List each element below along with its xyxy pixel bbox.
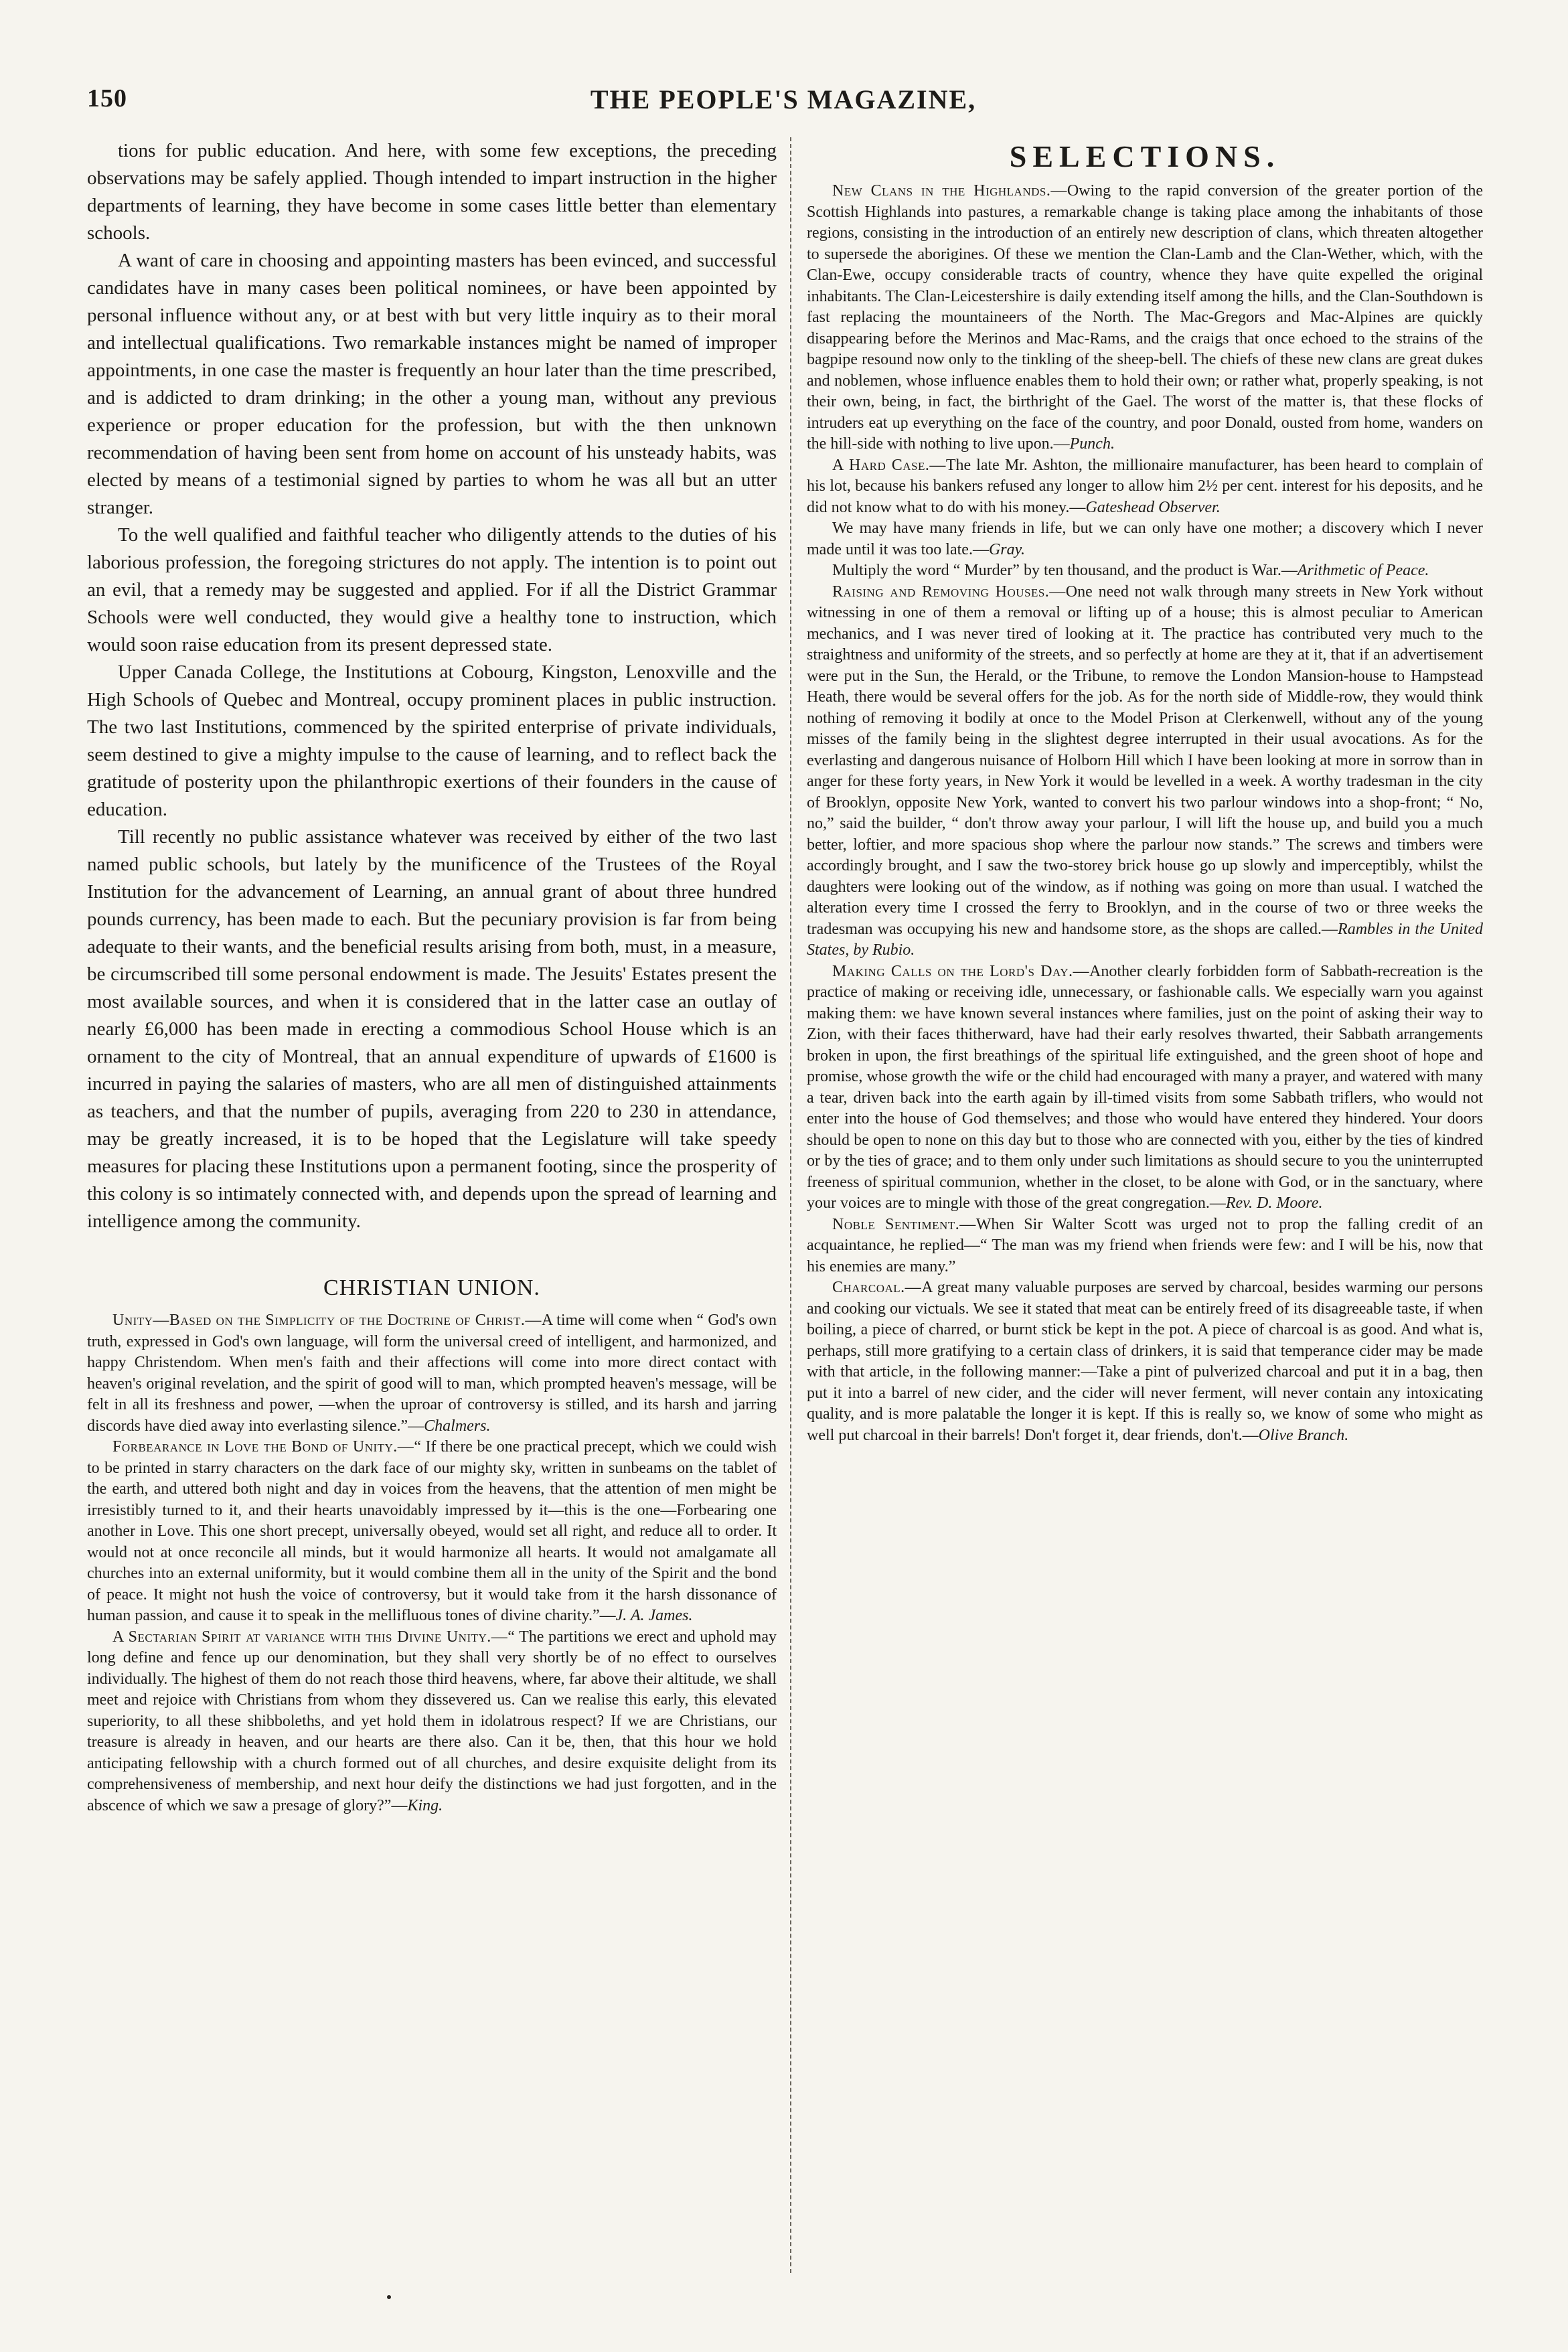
item-attribution: Rambles in the United States, by Rubio. <box>807 920 1483 959</box>
item-body: “ If there be one practical precept, which we could wish to be printed in starry characters on the dark face of our mighty sky, written in sunbeams on the tablet of the earth, and uttered both night and day in voices from the heavens, that the attention of men might be irresistibly turned to it, and their hearts unavoidably impressed by it—this is the one—Forbearing one another in Love. This one short precept, universally obeyed, would set all right, and reduce all to order. It would not at once reconcile all minds, but it would harmonize all hearts. It would not amalgamate all churches into an external uniformity, but it would combine them all in the unity of the Spirit and the bond of peace. It might not hush the voice of controversy, but it would take from it the harsh dissonance of human passion, and cause it to speak in the mellifluous tones of divine charity.”— <box>87 1438 777 1624</box>
item-attribution: Punch. <box>1069 435 1115 453</box>
selection-item <box>807 455 1483 519</box>
left-column <box>87 137 777 2300</box>
selections-title: SELECTIONS. <box>1009 139 1281 173</box>
item-body: Multiply the word “ Murder” by ten thousand, and the product is War.— <box>832 562 1298 579</box>
left-paragraph: tions for public education. And here, with some few exceptions, the preceding observations may be safely applied. Though intended to impart instruction in the higher departments of learning, they have become in some cases little better than elementary schools. <box>87 140 777 244</box>
selection-item <box>807 1277 1483 1446</box>
selection-item <box>807 181 1483 455</box>
item-attribution: Olive Branch. <box>1258 1426 1349 1444</box>
item-lead: New Clans in the Highlands.— <box>832 182 1067 200</box>
item-body: A time will come when “ God's own truth, expressed in God's own language, will form the universal creed of intelligent, and harmonized, and happy Christendom. When men's faith and their affections will come into more direct contact with heaven's original revelation, and the spirit of good will to man, which prompted heaven's message, will be felt in all its freshness and power, —when the uproar of controversy is stilled, and its harsh and jarring discords have died away into everlasting silence.”— <box>87 1312 777 1435</box>
item-body: A great many valuable purposes are served by charcoal, besides warming our persons and cooking our victuals. We see it stated that meat can be entirely freed of its disagreeable taste, if when boiling, a piece of charred, or burnt stick be kept in the pot. A piece of charcoal is as good. And what is, perhaps, still more gratifying to a certain class of drinkers, it is said that temperance cider may be made with that article, in the following manner:—Take a pint of pulverized charcoal and put it in a bag, then put it into a barrel of new cider, and the cider will never ferment, will never contain any intoxicating quality, and is more palatable the longer it is kept. If this is really so, we know of some who might as well put charcoal in their barrels! Don't forget it, dear friends, don't.— <box>807 1279 1483 1444</box>
left-paragraph: Till recently no public assistance whatever was received by either of the two last named public schools, but lately by the munificence of the Trustees of the Royal Institution for the advancement of Learning, an annual grant of about three hundred pounds currency, has been made to each. But the pecuniary provision is far from being adequate to their wants, and the beneficial results arising from both, must, in a measure, be circumscribed till some personal endowment is made. The Jesuits' Estates present the most available sources, and when it is considered that in the latter case an outlay of nearly £6,000 has been made in erecting a commodious School House which is an ornament to the city of Montreal, that an annual expenditure of upwards of £1600 is incurred in paying the salaries of masters, who are all men of distinguished attainments as teachers, and that the number of pupils, averaging from 220 to 230 in attendance, may be greatly increased, it is to be hoped that the Legislature will take speedy measures for placing these Institutions upon a permanent footing, since the prosperity of this colony is so intimately connected with, and depends upon the spread of learning and intelligence among the community. <box>87 826 777 1232</box>
left-paragraph: A want of care in choosing and appointing masters has been evinced, and successful candidates have in many cases been political nominees, or have been appointed by personal influence without any, or at best with but very little inquiry as to their moral and intellectual qualifications. Two remarkable instances might be named of improper appointments, in one case the master is frequently an hour later than the time prescribed, and is addicted to dram drinking; in the other a young man, without any previous experience or proper education for the profession, but with the then unknown recommendation of having been sent from home on account of his unsteady habits, was elected by means of a testimonial signed by parties to whom he was all but an utter stranger. <box>87 250 777 518</box>
christian-union-title: CHRISTIAN UNION. <box>323 1275 540 1300</box>
christian-union-section <box>87 1310 777 1816</box>
item-lead: Unity—Based on the Simplicity of the Doctrine of Christ.— <box>112 1312 542 1329</box>
item-attribution: Rev. D. Moore. <box>1225 1194 1323 1212</box>
christian-union-item <box>87 1437 777 1627</box>
item-attribution: Gateshead Observer. <box>1085 498 1221 516</box>
selection-item <box>807 560 1483 582</box>
item-body: We may have many friends in life, but we can only have one mother; a discovery which I never made until it was too late.— <box>807 520 1483 558</box>
right-column <box>807 137 1483 2300</box>
item-body: Owing to the rapid conversion of the greater portion of the Scottish Highlands into pastures, a remarkable change is taking place among the inhabitants of those regions, consisting in the introduction of an entirely new description of clans, which threaten altogether to supersede the aborigines. Of these we mention the Clan-Lamb and the Clan-Wether, which, with the Clan-Ewe, occupy considerable tracts of country, whence they have quite expelled the original inhabitants. The Clan-Leicestershire is daily extending itself among the hills, and the Clan-Southdown is fast replacing the mountaineers of the North. The Mac-Gregors and Mac-Alpines are quickly disappearing before the Merinos and Mac-Rams, and the craigs that once echoed to the strains of the bagpipe resound now only to the tinkling of the sheep-bell. The chiefs of these new clans are great dukes and noblemen, whose influence enables them to hold their own; or rather what, properly speaking, is not their own, being, in fact, the birthright of the Gael. The worst of the matter is, that these flocks of intruders eat up everything on the face of the country, and poor Donald, ousted from home, wanders on the hill-side with nothing to live upon.— <box>807 182 1483 453</box>
item-lead: A Hard Case.— <box>832 456 946 474</box>
item-lead: Forbearance in Love the Bond of Unity.— <box>112 1438 414 1456</box>
item-attribution: Gray. <box>988 540 1025 558</box>
selection-item <box>807 1214 1483 1278</box>
selection-item <box>807 518 1483 560</box>
item-attribution: J. A. James. <box>615 1607 693 1624</box>
page-number: 150 <box>87 84 127 112</box>
christian-union-item <box>87 1310 777 1437</box>
page-header <box>87 84 1480 124</box>
item-body: When Sir Walter Scott was urged not to prop the falling credit of an acquaintance, he replied—“ The man was my friend when friends were few: and I will be his, now that his enemies are many.” <box>807 1215 1483 1275</box>
item-body: Another clearly forbidden form of Sabbath-recreation is the practice of making or receiving idle, unnecessary, or fashionable calls. We especially warn you against making them: we have known several instances where families, just on the point of asking their way to Zion, with their faces thitherward, have had their early resolves thwarted, their Sabbath arrangements broken in upon, the first breathings of the spiritual life extinguished, and the green shoot of hope and promise, whose growth the wife or the child had encouraged with many a prayer, and watered with many a tear, driven back into the earth again by ill-timed visits from some Sabbath triflers, who would not enter into the house of God themselves; and those who would have entered they hindered. Your doors should be open to none on this day but to those who are connected with you, either by the ties of kindred or by the ties of grace; and to them only under such limitations as should secure to you the uninterrupted freeness of spiritual communion, whether in the closet, to be alone with God, or in the sanctuary, where your voices are to mingle with those of the great congregation.— <box>807 962 1483 1212</box>
item-body: One need not walk through many streets in New York without witnessing in one of them a removal or lifting up of a house; this is almost peculiar to American mechanics, and I was never tired of looking at it. The practice has contributed very much to the straightness and uniformity of the streets, and so perfectly at home are they at it, that if an advertisement were put in the Sun, the Herald, or the Tribune, to remove the London Mansion-house to Hampstead Heath, there would be several offers for the job. As for the north side of Middle-row, they would think nothing of removing it bodily at once to the Model Prison at Clerkenwell, without any of the young misses of the family being in the slightest degree interrupted in their usual avocations. As for the everlasting and dangerous nuisance of Holborn Hill which I have been looking at more in sorrow than in anger for these forty years, in New York it would be levelled in a week. A worthy tradesman in the city of Brooklyn, opposite New York, wanted to convert his two parlour windows into a shop-front; “ No, no,” said the builder, “ don't throw away your parlour, I will lift the house up, and build you a much better, loftier, and more spacious shop where the parlour now stands.” The screws and timbers were accordingly brought, and I saw the two-storey brick house go up slowly and imperceptibly, whilst the daughters were looking out of the window, as if nothing was going on more than usual. I watched the alteration every time I crossed the ferry to Brooklyn, and in the course of two or three weeks the tradesman was occupying his new and handsome store, as the shops are called.— <box>807 582 1483 938</box>
christian-union-item <box>87 1627 777 1817</box>
left-paragraph: To the well qualified and faithful teacher who diligently attends to the duties of his laborious profession, the foregoing strictures do not apply. The intention is to point out an evil, that a remedy may be suggested and applied. For if all the District Grammar Schools were well conducted, they would give a healthy tone to instruction, which would soon raise education from its present depressed state. <box>87 524 777 655</box>
item-attribution: King. <box>407 1796 443 1814</box>
item-lead: Charcoal.— <box>832 1279 922 1296</box>
running-head: THE PEOPLE'S MAGAZINE, <box>590 84 977 114</box>
item-attribution: Chalmers. <box>424 1417 491 1435</box>
item-attribution: Arithmetic of Peace. <box>1297 562 1429 579</box>
item-body: The late Mr. Ashton, the millionaire manufacturer, has been heard to complain of his lot, because his bankers refused any longer to allow him 2½ per cent. interest for his deposits, and he did not know what to do with his money.— <box>807 456 1483 516</box>
item-body: “ The partitions we erect and uphold may long define and fence up our denomination, but they shall very shortly be of no effect to ourselves individually. The highest of them do not reach those third heavens, where, far above their altitude, we shall meet and rejoice with Christians from whom they dissevered us. Can we realise this early, this elevated superiority, to all these shibboleths, and yet hold them in idolatrous respect? If we are Christians, our treasure is already in heaven, and our hearts are there also. Can it be, then, that this hour we hold anticipating fellowship with a church formed out of all churches, and desire exquisite delight from its comprehensiveness of membership, and next hour deify the distinctions we had just forgotten, and in the abscence of which we saw a presage of glory?”— <box>87 1628 777 1814</box>
left-paragraph: Upper Canada College, the Institutions at Cobourg, Kingston, Lenoxville and the High Schools of Quebec and Montreal, occupy prominent places in public instruction. The two last Institutions, commenced by the spirited enterprise of private individuals, seem destined to give a mighty impulse to the cause of learning, and to reflect back the gratitude of posterity upon the philanthropic exertions of their founders in the cause of education. <box>87 661 777 820</box>
item-lead: Noble Sentiment.— <box>832 1215 976 1233</box>
column-divider <box>790 137 791 2273</box>
item-lead: Raising and Removing Houses.— <box>832 582 1066 601</box>
item-lead: Making Calls on the Lord's Day.— <box>832 962 1089 980</box>
selection-item <box>807 961 1483 1214</box>
footer-ornament <box>387 2295 391 2299</box>
selection-item <box>807 582 1483 961</box>
item-lead: A Sectarian Spirit at variance with this Divine Unity.— <box>112 1628 508 1646</box>
